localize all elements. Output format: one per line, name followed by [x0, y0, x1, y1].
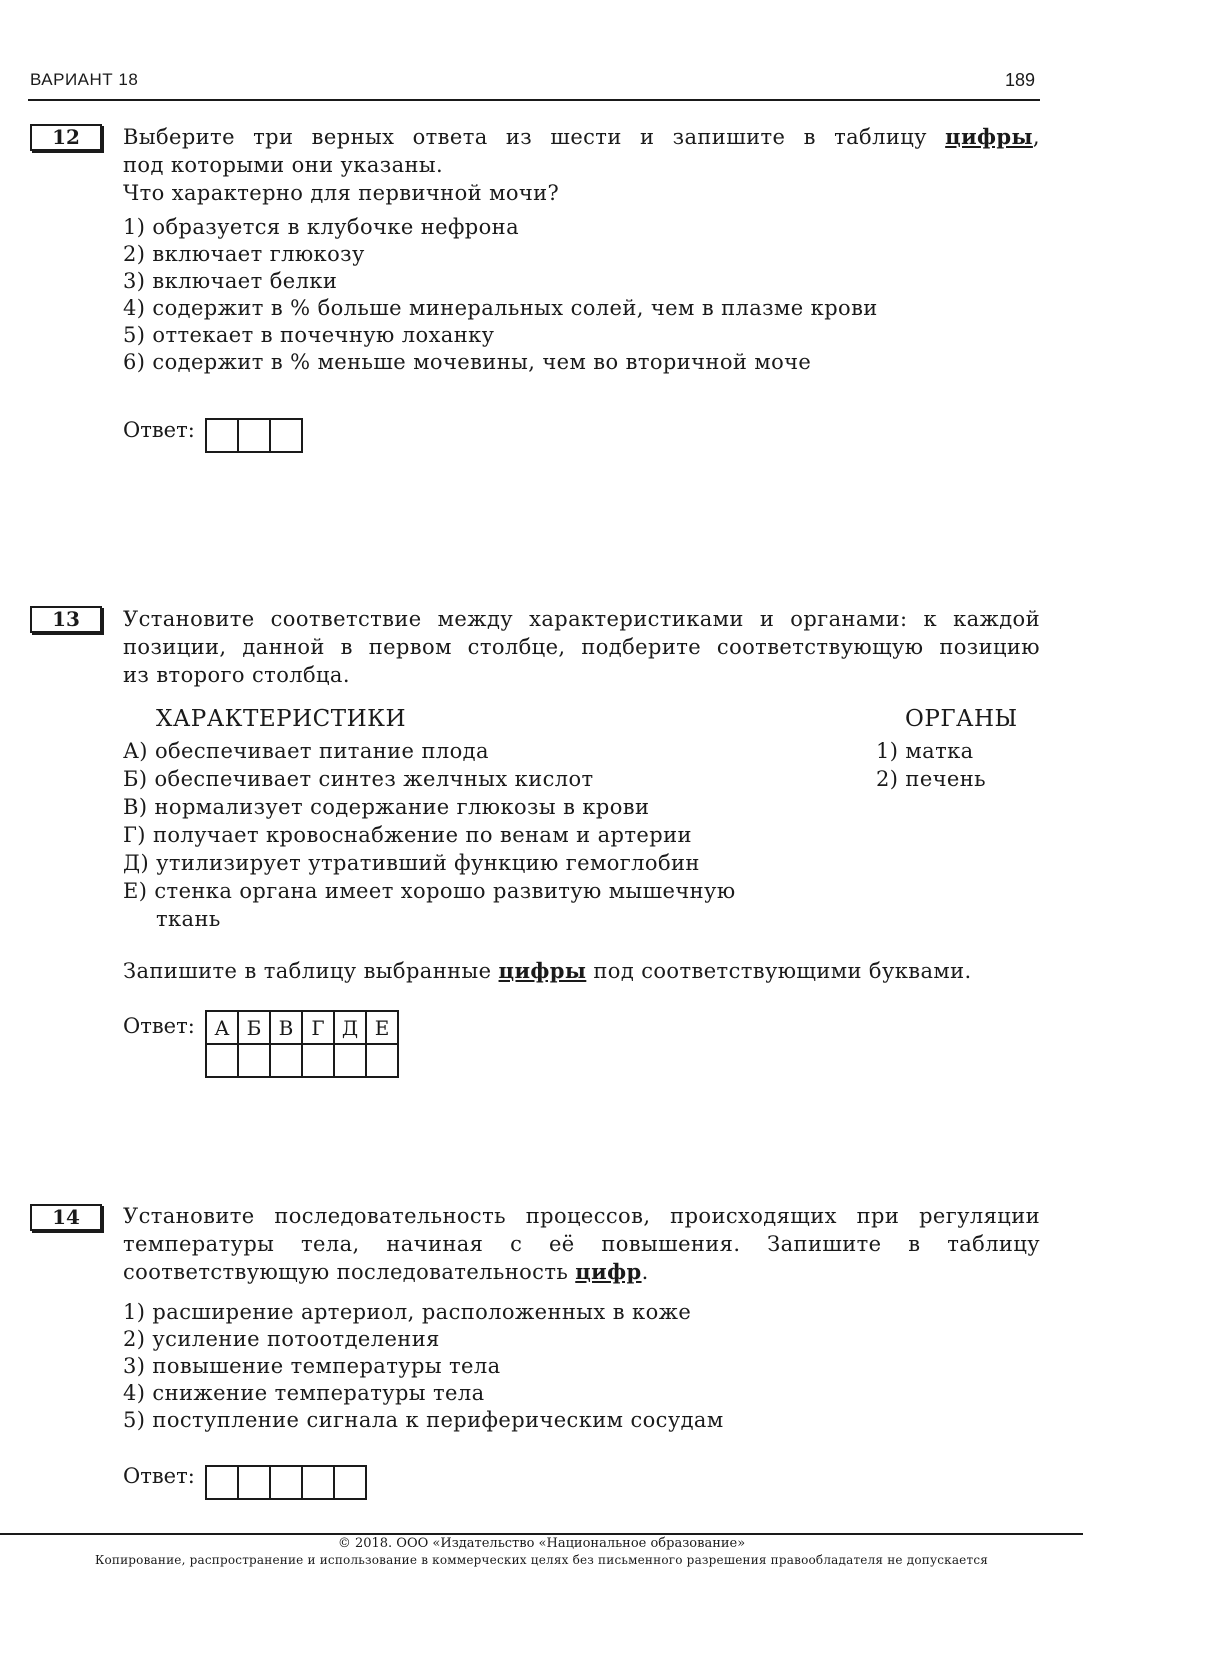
characteristic-g: Г) получает кровоснабжение по венам и артерии: [123, 823, 692, 847]
question-13-number: 13: [30, 606, 102, 633]
question-12-answer-label: Ответ:: [123, 418, 195, 442]
organ-1: 1) матка: [876, 739, 974, 763]
question-12-option-6: 6) содержит в % меньше мочевины, чем во вторичной моче: [123, 350, 812, 374]
characteristic-e-continuation: ткань: [156, 907, 221, 931]
characteristic-b: Б) обеспечивает синтез желчных кислот: [123, 767, 594, 791]
question-14-option-1: 1) расширение артериол, расположенных в коже: [123, 1300, 692, 1324]
question-13-instruction: [123, 957, 972, 985]
question-14-number: 14: [30, 1204, 102, 1231]
question-12-intro-bold: цифры: [945, 124, 1033, 149]
characteristic-e: Е) стенка органа имеет хорошо развитую мышечную: [123, 879, 736, 903]
answer-cell[interactable]: [270, 1466, 302, 1499]
answer-cell[interactable]: [206, 1044, 238, 1077]
answer-cell[interactable]: [238, 1466, 270, 1499]
question-14-option-2: 2) усиление потоотделения: [123, 1327, 440, 1351]
answer-cell[interactable]: [206, 419, 238, 452]
characteristic-v: В) нормализует содержание глюкозы в крови: [123, 795, 650, 819]
question-12-intro-text: Выберите три верных ответа из шести и запишите в таблицу: [123, 125, 946, 149]
question-14-answer-label: Ответ:: [123, 1464, 195, 1488]
table-letter: Г: [302, 1011, 334, 1044]
question-12-intro-comma: ,: [1032, 125, 1040, 149]
question-12-question: Что характерно для первичной мочи?: [123, 181, 560, 205]
question-12-intro: [123, 123, 1040, 207]
characteristic-d: Д) утилизирует утративший функцию гемоглобин: [123, 851, 700, 875]
characteristics-header: ХАРАКТЕРИСТИКИ: [156, 706, 407, 732]
footer-notice: Копирование, распространение и использование в коммерческих целях без письменного разрешения правообладателя не допускается: [94, 1553, 989, 1567]
organ-2: 2) печень: [876, 767, 986, 791]
characteristic-a: А) обеспечивает питание плода: [123, 739, 489, 763]
footer-divider: [0, 1533, 1083, 1535]
question-12-option-2: 2) включает глюкозу: [123, 242, 365, 266]
question-14-answer-table: [205, 1465, 367, 1500]
question-14-intro-line1: Установите последовательность процессов, происходящих при регуляции: [123, 1204, 1040, 1228]
question-12-option-3: 3) включает белки: [123, 269, 338, 293]
question-12-answer-table: [205, 418, 303, 453]
header-divider: [28, 99, 1040, 101]
answer-cell[interactable]: [270, 1044, 302, 1077]
table-letter: Б: [238, 1011, 270, 1044]
answer-cell[interactable]: [238, 419, 270, 452]
question-13-answer-label: Ответ:: [123, 1014, 195, 1038]
question-14-intro-line3-text: соответствующую последовательность: [123, 1260, 576, 1284]
question-12-intro-line1: [123, 123, 1040, 151]
question-13-answer-table: [205, 1010, 399, 1078]
question-13-intro-line2: позиции, данной в первом столбце, подберите соответствующую позицию: [123, 635, 1040, 659]
table-letter: А: [206, 1011, 238, 1044]
question-14-intro-line2: температуры тела, начиная с её повышения. Запишите в таблицу: [123, 1232, 1040, 1256]
question-14-intro-bold: цифр: [575, 1259, 642, 1284]
question-12-intro-line2: под которыми они указаны.: [123, 153, 444, 177]
answer-cell[interactable]: [302, 1466, 334, 1499]
answer-cell[interactable]: [238, 1044, 270, 1077]
question-14-intro: [123, 1202, 1040, 1286]
answer-cell[interactable]: [270, 419, 302, 452]
question-13-intro-line1: Установите соответствие между характеристиками и органами: к каждой: [123, 607, 1040, 631]
question-14-intro-line3: [123, 1258, 1040, 1286]
question-12-number: 12: [30, 124, 102, 151]
question-14-option-3: 3) повышение температуры тела: [123, 1354, 501, 1378]
question-12-option-4: 4) содержит в % больше минеральных солей, чем в плазме крови: [123, 296, 878, 320]
question-14-option-4: 4) снижение температуры тела: [123, 1381, 485, 1405]
question-14-intro-period: .: [641, 1260, 649, 1284]
answer-cell[interactable]: [366, 1044, 398, 1077]
question-12-option-1: 1) образуется в клубочке нефрона: [123, 215, 519, 239]
question-14-option-5: 5) поступление сигнала к периферическим сосудам: [123, 1408, 724, 1432]
variant-title: ВАРИАНТ 18: [30, 70, 139, 89]
question-13-instruction-end: под соответствующими буквами.: [586, 959, 972, 983]
footer-copyright: © 2018. ООО «Издательство «Национальное образование»: [337, 1536, 746, 1551]
answer-cell[interactable]: [334, 1044, 366, 1077]
question-13-intro-line3: из второго столбца.: [123, 663, 350, 687]
organs-header: ОРГАНЫ: [905, 706, 1018, 732]
table-letter: Д: [334, 1011, 366, 1044]
table-letter: Е: [366, 1011, 398, 1044]
answer-cell[interactable]: [334, 1466, 366, 1499]
table-letter: В: [270, 1011, 302, 1044]
question-13-intro: [123, 605, 1040, 689]
question-13-instruction-text: Запишите в таблицу выбранные: [123, 959, 499, 983]
answer-cell[interactable]: [206, 1466, 238, 1499]
answer-cell[interactable]: [302, 1044, 334, 1077]
question-13-instruction-bold: цифры: [498, 958, 587, 983]
page-number: 189: [1005, 70, 1036, 90]
question-12-option-5: 5) оттекает в почечную лоханку: [123, 323, 495, 347]
